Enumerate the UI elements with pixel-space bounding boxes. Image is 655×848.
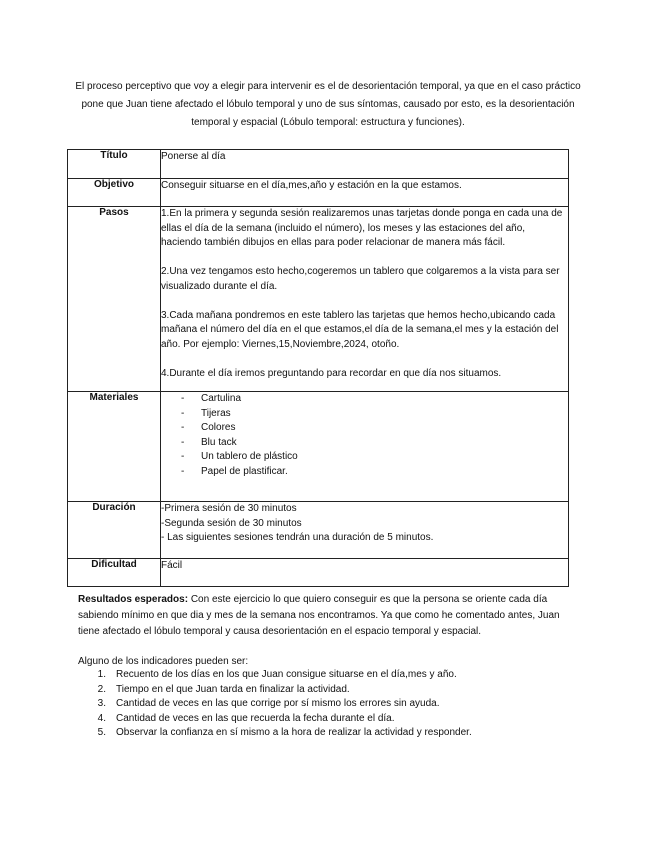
list-item: - Colores <box>181 421 568 436</box>
pasos-value <box>161 207 569 392</box>
titulo-label: Título <box>68 150 161 179</box>
duracion-value <box>161 502 569 559</box>
list-item: - Cartulina <box>181 392 568 407</box>
indicator-text: Observar la confianza en sí mismo a la hora de realizar la actividad y responder. <box>116 727 472 738</box>
material-item: Cartulina <box>201 393 242 404</box>
indicators-list <box>78 668 472 741</box>
table-row-materiales <box>68 392 569 502</box>
indicator-number: 5. <box>97 727 106 738</box>
materiales-label: Materiales <box>68 392 161 502</box>
pasos-label: Pasos <box>68 207 161 392</box>
step-1: 1.En la primera y segunda sesión realizaremos unas tarjetas donde ponga en cada una de ellas el día de la semana (incluido el número), los meses y las estaciones del año, haciendo también dibujos en ellas para poder relacionar de manera más fácil. <box>161 208 563 248</box>
indicator-number: 2. <box>97 683 106 695</box>
list-item <box>78 683 472 698</box>
results-paragraph <box>78 592 578 640</box>
list-item <box>78 668 472 683</box>
results-text: Con este ejercicio lo que quiero conseguir es que la persona se oriente cada día sabiendo mínimo en que dia y mes de la semana nos encontramos. Ya que como he comentado antes, Juan tiene afectado el lóbulo temporal y causa desorientación en el espacio temporal y espacial. <box>78 594 560 637</box>
list-item <box>78 712 472 727</box>
material-item: Colores <box>201 422 236 433</box>
indicator-text: Cantidad de veces en las que recuerda la fecha durante el día. <box>116 712 395 724</box>
indicator-text: Tiempo en el que Juan tarda en finalizar la actividad. <box>116 683 350 695</box>
step-4: 4.Durante el día iremos preguntando para recordar en que día nos situamos. <box>161 367 502 379</box>
list-item: - Papel de plastificar. <box>181 465 568 480</box>
duration-line: -Segunda sesión de 30 minutos <box>161 517 302 529</box>
table-row-pasos <box>68 207 569 392</box>
step-3: 3.Cada mañana pondremos en este tablero las tarjetas que hemos hecho,ubicando cada mañana el número del día en el que estamos,el día de la semana,el mes y la estación del año. Por ejemplo: Viernes,15,Noviembre,2024, otoño. <box>161 309 559 350</box>
objetivo-label: Objetivo <box>68 179 161 207</box>
material-item: Tijeras <box>201 407 231 419</box>
duration-line: - Las siguientes sesiones tendrán una duración de 5 minutos. <box>161 532 434 543</box>
materials-list <box>161 392 568 479</box>
table-row-duracion <box>68 502 569 559</box>
material-item: Blu tack <box>201 436 237 448</box>
table-row-dificultad <box>68 559 569 587</box>
list-item: - Un tablero de plástico <box>181 450 568 465</box>
intro-paragraph: El proceso perceptivo que voy a elegir para intervenir es el de desorientación temporal, ya que en el caso práctico pone que Juan tiene afectado el lóbulo temporal y uno de sus síntomas, causado por esto, es la desorientación temporal y espacial (Lóbulo temporal: estructura y funciones). <box>75 81 581 128</box>
results-label: Resultados esperados: <box>78 594 189 605</box>
dificultad-value: Fácil <box>161 559 569 587</box>
titulo-value: Ponerse al día <box>161 150 569 179</box>
objetivo-value: Conseguir situarse en el día,mes,año y estación en la que estamos. <box>161 179 569 207</box>
indicator-number: 1. <box>97 669 106 680</box>
list-item <box>78 726 472 741</box>
table-row-objetivo <box>68 179 569 207</box>
list-item: - Blu tack <box>181 436 568 451</box>
material-item: Un tablero de plástico <box>201 451 298 462</box>
material-item: Papel de plastificar. <box>201 465 288 477</box>
list-item: - Tijeras <box>181 407 568 422</box>
dificultad-label: Dificultad <box>68 559 161 587</box>
duracion-label: Duración <box>68 502 161 559</box>
indicator-text: Recuento de los días en los que Juan consigue situarse en el día,mes y año. <box>116 669 457 680</box>
indicator-number: 4. <box>97 712 106 724</box>
duration-line: -Primera sesión de 30 minutos <box>161 503 297 514</box>
step-2: 2.Una vez tengamos esto hecho,cogeremos un tablero que colgaremos a la vista para ser visualizado durante el día. <box>161 266 560 292</box>
materiales-value <box>161 392 569 502</box>
activity-table <box>67 149 569 587</box>
table-row-titulo <box>68 150 569 179</box>
list-item <box>78 697 472 712</box>
indicators-heading: Alguno de los indicadores pueden ser: <box>78 656 249 667</box>
indicator-text: Cantidad de veces en las que corrige por sí mismo los errores sin ayuda. <box>116 698 440 709</box>
indicator-number: 3. <box>97 698 106 709</box>
